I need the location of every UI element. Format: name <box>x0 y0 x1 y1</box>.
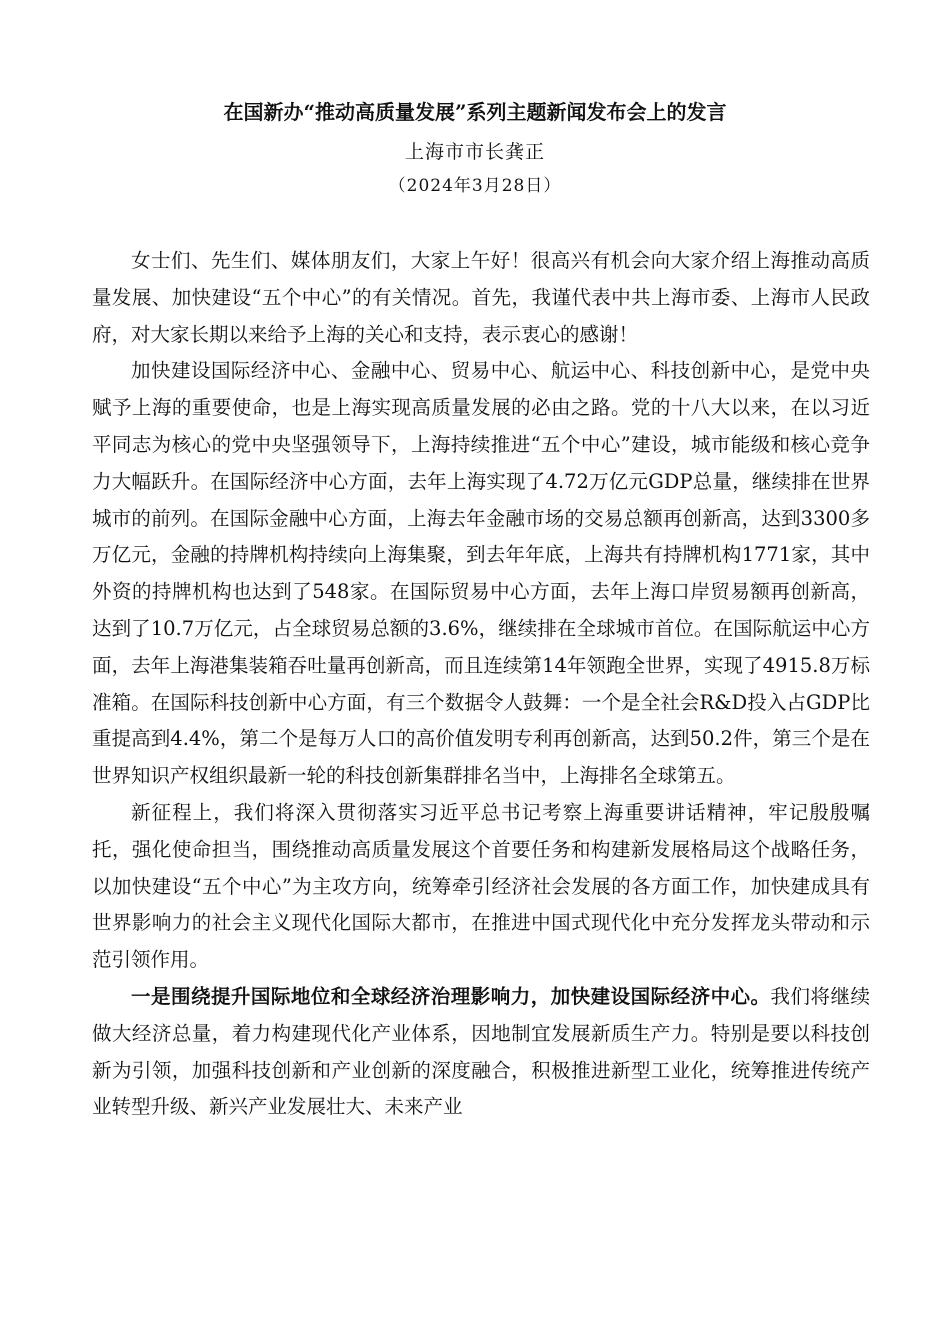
document-title: 在国新办“推动高质量发展”系列主题新闻发布会上的发言 <box>223 100 727 124</box>
paragraph-new-journey <box>92 795 870 979</box>
paragraph-text: 新征程上，我们将深入贯彻落实习近平总书记考察上海重要讲话精神，牢记殷殷嘱托，强化使命担当，围绕推动高质量发展这个首要任务和构建新发展格局这个战略任务，以加快建设“五个中心”为主攻方向，统筹牵引经济社会发展的各方面工作，加快建成具有世界影响力的社会主义现代化国际大都市，在推进中国式现代化中充分发挥龙头带动和示范引领作用。 <box>92 800 870 972</box>
paragraph-economic-center <box>92 979 870 1126</box>
paragraph-text: 加快建设国际经济中心、金融中心、贸易中心、航运中心、科技创新中心，是党中央赋予上海的重要使命，也是上海实现高质量发展的必由之路。党的十八大以来，在以习近平同志为核心的党中央坚强领导下，上海持续推进“五个中心”建设，城市能级和核心竞争力大幅跃升。在国际经济中心方面，去年上海实现了4.72万亿元GDP总量，继续排在世界城市的前列。在国际金融中心方面，上海去年金融市场的交易总额再创新高，达到3300多万亿元，金融的持牌机构持续向上海集聚，到去年年底，上海共有持牌机构1771家，其中外资的持牌机构也达到了548家。在国际贸易中心方面，去年上海口岸贸易额再创新高，达到了10.7万亿元，占全球贸易总额的3.6%，继续排在全球城市首位。在国际航运中心方面，去年上海港集装箱吞吐量再创新高，而且连续第14年领跑全世界，实现了4915.8万标准箱。在国际科技创新中心方面，有三个数据令人鼓舞：一个是全社会R&D投入占GDP比重提高到4.4%，第二个是每万人口的高价值发明专利再创新高，达到50.2件，第三个是在世界知识产权组织最新一轮的科技创新集群排名当中，上海排名全球第五。 <box>92 359 870 788</box>
paragraph-lead: 一是围绕提升国际地位和全球经济治理影响力，加快建设国际经济中心。 <box>131 984 771 1008</box>
document-author: 上海市市长龚正 <box>404 141 545 163</box>
paragraph-five-centers-overview <box>92 353 870 795</box>
document-body <box>92 243 870 1126</box>
paragraph-text: 我们将继续做大经济总量，着力构建现代化产业体系，因地制宜发展新质生产力。特别是要以科技创新为引领，加强科技创新和产业创新的深度融合，积极推进新型工业化，统筹推进传统产业转型升级、新兴产业发展壮大、未来产业 <box>92 984 870 1119</box>
paragraph-greeting <box>92 243 870 353</box>
document-date: （2024年3月28日） <box>388 176 562 196</box>
paragraph-text: 女士们、先生们、媒体朋友们，大家上午好！很高兴有机会向大家介绍上海推动高质量发展、加快建设“五个中心”的有关情况。首先，我谨代表中共上海市委、上海市人民政府，对大家长期以来给予上海的关心和支持，表示衷心的感谢！ <box>92 249 870 346</box>
